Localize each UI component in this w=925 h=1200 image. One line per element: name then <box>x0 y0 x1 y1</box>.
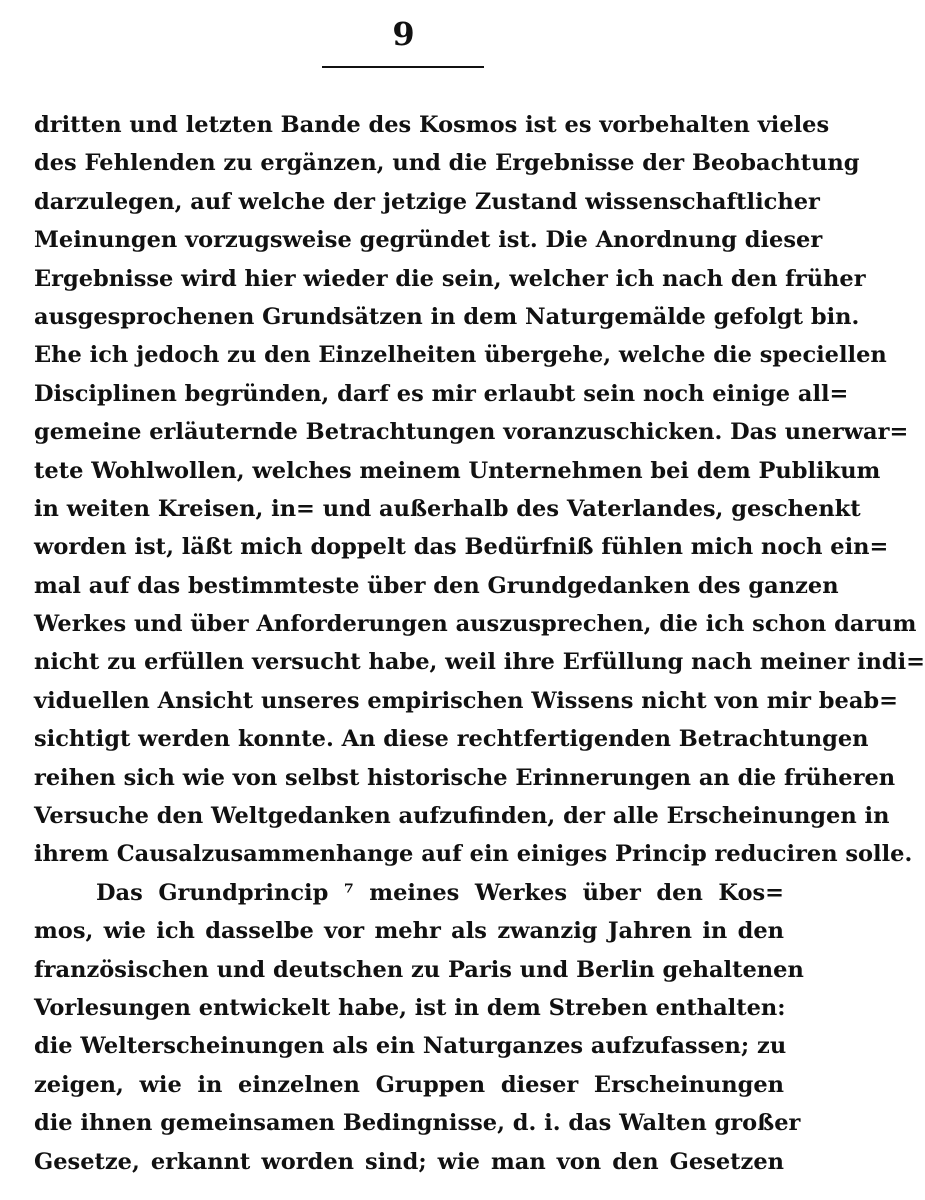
text-line: sichtigt werden konnte. An diese rechtfertigenden Betrachtungen <box>34 726 869 753</box>
text-line: die Welterscheinungen als ein Naturganzes aufzufassen; zu <box>34 1033 787 1060</box>
text-line: mos, wie ich dasselbe vor mehr als zwanzig Jahren in den <box>34 918 784 945</box>
text-line: in weiten Kreisen, in= und außerhalb des Vaterlandes, geschenkt <box>34 495 861 522</box>
header-rule <box>322 66 484 68</box>
text-line: Ehe ich jedoch zu den Einzelheiten übergehe, welche die speciellen <box>34 342 887 369</box>
text-line: zeigen, wie in einzelnen Gruppen dieser Erscheinungen <box>34 1071 784 1098</box>
text-line: die ihnen gemeinsamen Bedingnisse, d. i. das Walten großer <box>34 1110 801 1137</box>
text-line: darzulegen, auf welche der jetzige Zustand wissenschaftlicher <box>34 188 820 215</box>
text-line: Ergebnisse wird hier wieder die sein, welcher ich nach den früher <box>34 265 866 292</box>
text-line: Werkes und über Anforderungen auszusprechen, die ich schon darum <box>34 611 917 638</box>
text-line: dritten und letzten Bande des Kosmos ist es vorbehalten vieles <box>34 112 830 138</box>
text-line: ausgesprochenen Grundsätzen in dem Naturgemälde gefolgt bin. <box>34 303 860 330</box>
body-text <box>34 106 925 1181</box>
text-line: Vorlesungen entwickelt habe, ist in dem Streben enthalten: <box>34 994 786 1021</box>
text-line: worden ist, läßt mich doppelt das Bedürfniß fühlen mich noch ein= <box>34 534 889 561</box>
text-line: französischen und deutschen zu Paris und Berlin gehaltenen <box>34 956 804 983</box>
text-line: nicht zu erfüllen versucht habe, weil ihre Erfüllung nach meiner indi= <box>34 649 925 676</box>
text-line: Das Grundprincip ⁷ meines Werkes über den Kos= <box>96 879 784 906</box>
text-line: tete Wohlwollen, welches meinem Unternehmen bei dem Publikum <box>34 457 881 484</box>
text-line: Meinungen vorzugsweise gegründet ist. Die Anordnung dieser <box>34 227 823 254</box>
text-line: Versuche den Weltgedanken aufzufinden, der alle Erscheinungen in <box>34 803 890 830</box>
text-line: ihrem Causalzusammenhange auf ein einiges Princip reduciren solle. <box>34 841 913 868</box>
text-line: Disciplinen begründen, darf es mir erlaubt sein noch einige all= <box>34 380 849 407</box>
page-number: 9 <box>392 15 415 53</box>
text-line: des Fehlenden zu ergänzen, und die Ergebnisse der Beobachtung <box>34 150 860 177</box>
text-line: mal auf das bestimmteste über den Grundgedanken des ganzen <box>34 572 839 599</box>
text-line: viduellen Ansicht unseres empirischen Wissens nicht von mir beab= <box>34 687 898 714</box>
text-line: Gesetze, erkannt worden sind; wie man von den Gesetzen <box>34 1148 784 1175</box>
text-line: gemeine erläuternde Betrachtungen voranzuschicken. Das unerwar= <box>34 419 909 446</box>
text-line: reihen sich wie von selbst historische Erinnerungen an die früheren <box>34 764 896 791</box>
